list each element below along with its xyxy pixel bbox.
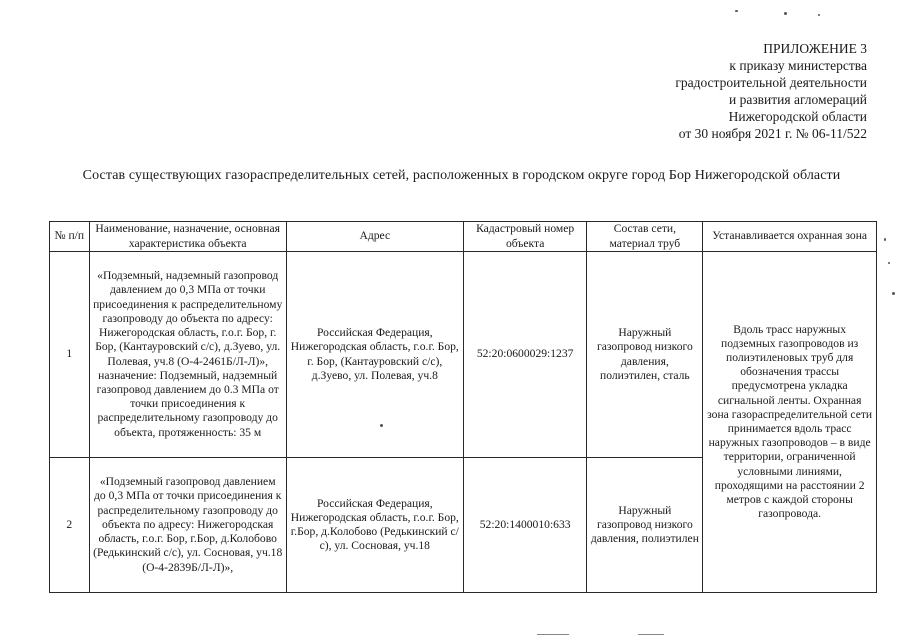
appendix-label: ПРИЛОЖЕНИЕ 3 — [763, 41, 867, 56]
table-row — [50, 252, 877, 458]
col-header-network: Состав сети, материал труб — [587, 222, 703, 252]
scan-line — [537, 634, 569, 635]
order-line: к приказу министерства — [729, 58, 867, 73]
gas-network-table — [49, 221, 877, 593]
object-address: Российская Федерация, Нижегородская область, г.о.г. Бор, г.Бор, д.Колобово (Редькинский с/с), ул. Сосновая, уч.18 — [286, 458, 463, 593]
ministry-line: градостроительной деятельности — [675, 75, 867, 90]
scan-speck — [818, 14, 820, 16]
object-name: «Подземный газопровод давлением до 0,3 МПа от точки присоединения к распределительному газопроводу до объекта по адресу: Нижегородская область, г.о.г. Бор, г.Бор, д.Колобово (Редькинский с/с), ул. Сосновая, уч.18 (О-4-2839Б/Л-Л)», — [89, 458, 286, 593]
col-header-number: № п/п — [50, 222, 90, 252]
scan-speck — [735, 10, 738, 12]
col-header-name: Наименование, назначение, основная характеристика объекта — [89, 222, 286, 252]
region-line: Нижегородской области — [728, 109, 867, 124]
order-date: от 30 ноября 2021 г. № 06-11/522 — [678, 126, 867, 141]
scan-speck — [784, 12, 787, 15]
ministry-line-2: и развития агломераций — [728, 92, 867, 107]
scan-line — [638, 634, 664, 635]
col-header-cadastral: Кадастровый номер объекта — [463, 222, 587, 252]
network-composition: Наружный газопровод низкого давления, полиэтилен — [587, 458, 703, 593]
scan-speck — [892, 292, 895, 295]
protection-zone: Вдоль трасс наружных подземных газопроводов из полиэтиленовых труб для обозначения трассы предусмотрена укладка сигнальной ленты. Охранная зона газораспределительной сети принимается вдоль трасс наружных газопроводов – в виде территории, ограниченной условными линиями, проходящими на расстоянии 2 метров с каждой стороны газопровода. — [703, 252, 877, 593]
network-composition: Наружный газопровод низкого давления, полиэтилен, сталь — [587, 252, 703, 458]
object-name: «Подземный, надземный газопровод давлением до 0,3 МПа от точки присоединения к распределительному газопроводу до объекта по адресу: Нижегородская область, г.о.г. Бор, г. Бор, (Кантауровский с/с), д.Зуево, ул. Полевая, уч.8 (О-4-2461Б/Л-Л)», назначение: Подземный, надземный газопровод давлением до 0.3 МПа от точки присоединения к распределительному газопроводу до объекта, протяженность: 35 м — [89, 252, 286, 458]
scan-speck — [888, 262, 890, 264]
cadastral-number: 52:20:0600029:1237 — [463, 252, 587, 458]
row-number: 1 — [50, 252, 90, 458]
appendix-header — [675, 40, 867, 142]
scan-speck — [884, 238, 886, 241]
row-number: 2 — [50, 458, 90, 593]
object-address: Российская Федерация, Нижегородская область, г.о.г. Бор, г. Бор, (Кантауровский с/с), д.Зуево, ул. Полевая, уч.8 — [286, 252, 463, 458]
document-title: Состав существующих газораспределительных сетей, расположенных в городском округе город Бор Нижегородской области — [82, 168, 841, 183]
col-header-zone: Устанавливается охранная зона — [703, 222, 877, 252]
table-header-row — [50, 222, 877, 252]
col-header-address: Адрес — [286, 222, 463, 252]
cadastral-number: 52:20:1400010:633 — [463, 458, 587, 593]
